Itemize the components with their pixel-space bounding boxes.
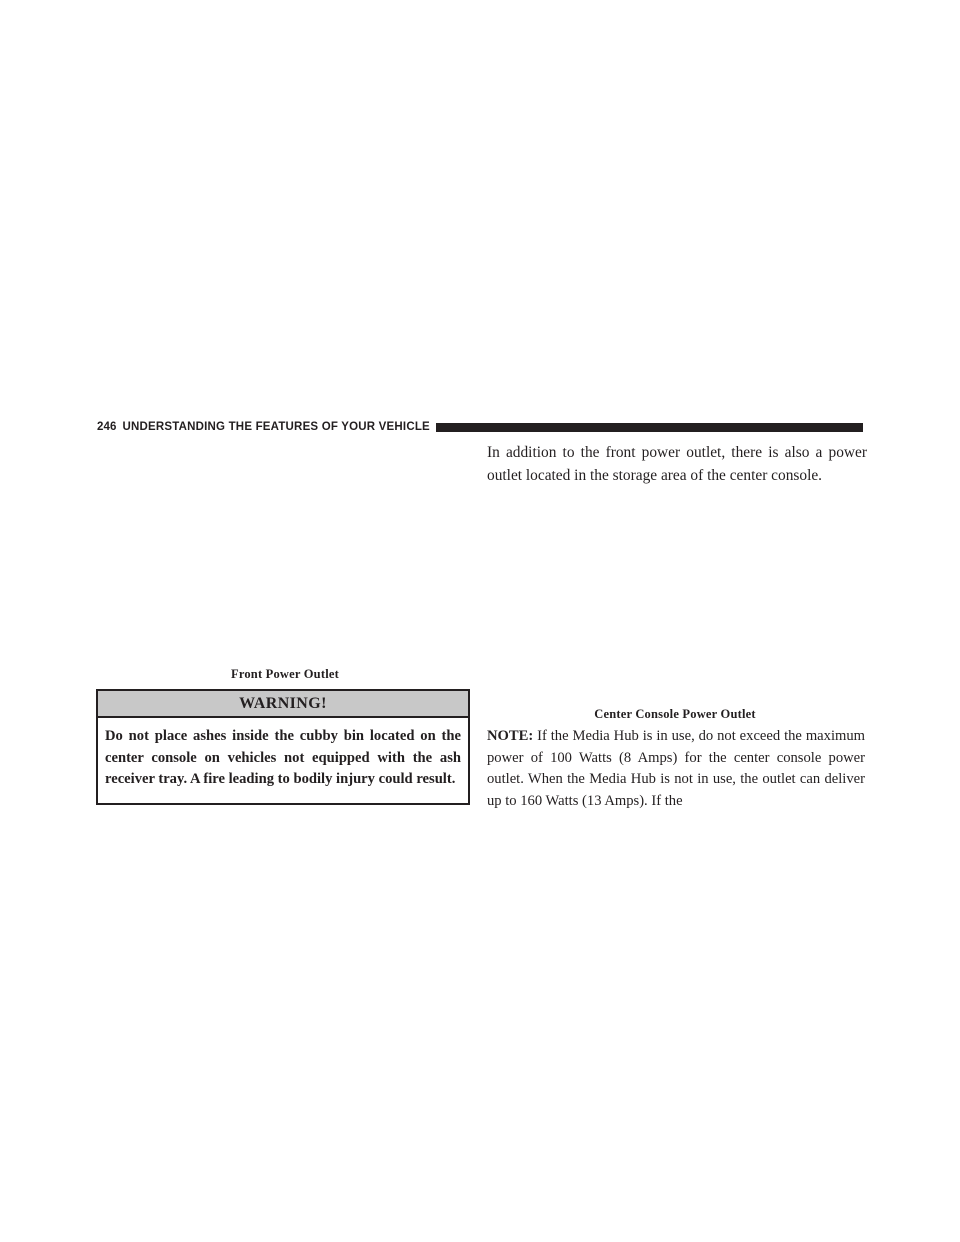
note-label: NOTE: bbox=[487, 728, 534, 744]
warning-box bbox=[96, 689, 470, 805]
page-header bbox=[97, 420, 863, 434]
intro-paragraph: In addition to the front power outlet, there is also a power outlet located in the storage area of the center console. bbox=[487, 444, 867, 484]
front-power-outlet-caption: Front Power Outlet bbox=[231, 667, 339, 681]
section-title: UNDERSTANDING THE FEATURES OF YOUR VEHICLE bbox=[122, 421, 430, 433]
warning-title: WARNING! bbox=[98, 691, 468, 718]
page-number: 246 bbox=[97, 421, 117, 433]
center-console-outlet-caption: Center Console Power Outlet bbox=[594, 707, 756, 721]
header-rule bbox=[436, 423, 863, 432]
note-paragraph bbox=[487, 726, 865, 812]
warning-body: Do not place ashes inside the cubby bin located on the center console on vehicles not equipped with the ash receiver tray. A fire leading to bodily injury could result. bbox=[105, 728, 461, 787]
note-body: If the Media Hub is in use, do not exceed the maximum power of 100 Watts (8 Amps) for the center console power outlet. When the Media Hub is not in use, the outlet can deliver up to 160 Watts (13 Amps). If the bbox=[487, 728, 865, 809]
